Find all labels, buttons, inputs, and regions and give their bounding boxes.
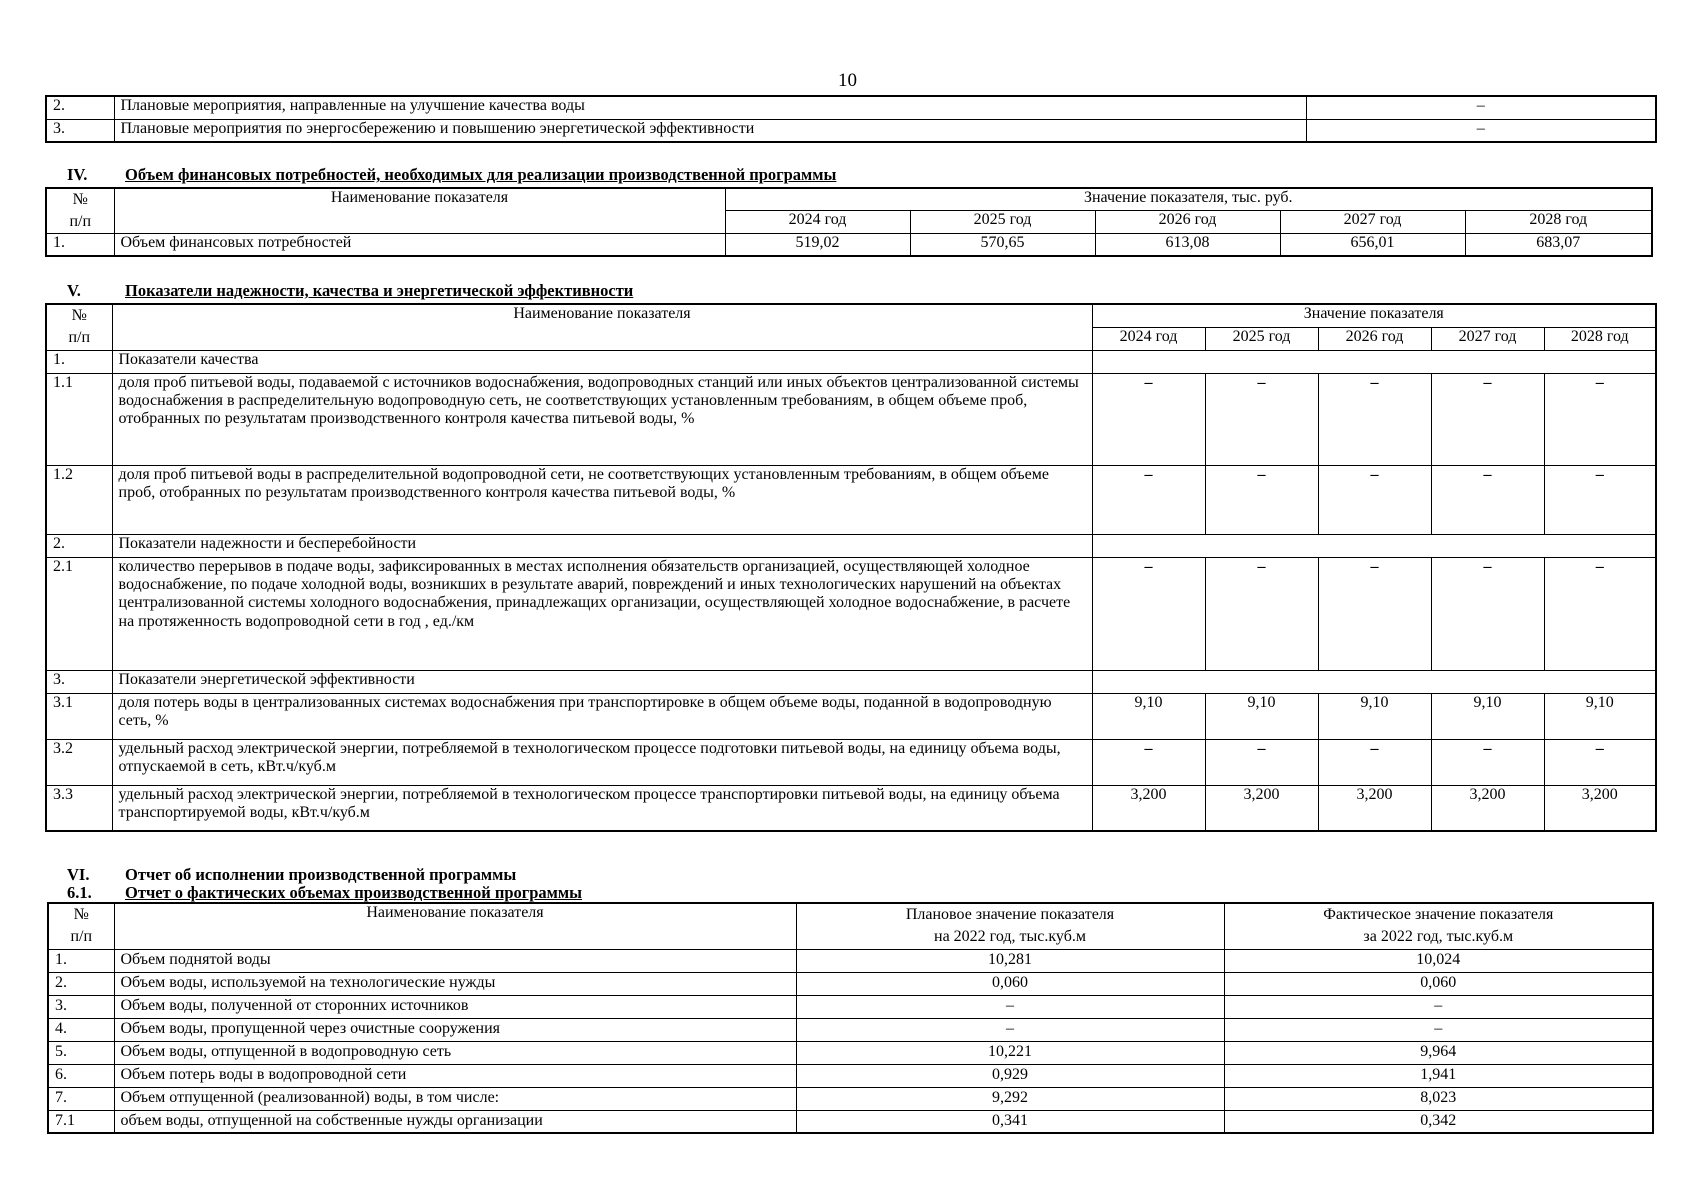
row-plan: 0,929 (796, 1064, 1224, 1087)
section-v-heading (67, 282, 633, 301)
row-num: 1. (46, 234, 114, 256)
financial-needs-table (45, 187, 1653, 257)
row-empty (1092, 534, 1656, 557)
row-name: доля проб питьевой воды в распределительной водопроводной сети, не соответствующих установленным требованиям, в общем объеме проб, отобранных по результатам производственного контроля качества питьевой воды, % (112, 465, 1092, 534)
row-value: – (1092, 373, 1205, 465)
page-number: 10 (838, 70, 857, 91)
row-value: 3,200 (1092, 785, 1205, 831)
section-iv-heading (67, 166, 836, 185)
row-fact: 1,941 (1224, 1064, 1653, 1087)
row-value: – (1092, 465, 1205, 534)
row-value: 3,200 (1431, 785, 1544, 831)
row-value: – (1205, 373, 1318, 465)
row-name: Показатели надежности и бесперебойности (112, 534, 1092, 557)
row-name: объем воды, отпущенной на собственные нужды организации (114, 1110, 796, 1133)
group-row (46, 350, 1656, 373)
row-value: 656,01 (1280, 234, 1465, 256)
row-name: Объем отпущенной (реализованной) воды, в том числе: (114, 1087, 796, 1110)
year-header: 2027 год (1431, 327, 1544, 350)
row-plan: 9,292 (796, 1087, 1224, 1110)
production-volumes-table (47, 902, 1654, 1134)
row-value: – (1092, 739, 1205, 785)
row-value: – (1544, 557, 1656, 670)
row-value: 9,10 (1544, 693, 1656, 739)
row-num: 1.1 (46, 373, 112, 465)
year-header: 2024 год (1092, 327, 1205, 350)
table-row (48, 949, 1653, 972)
year-header: 2025 год (1205, 327, 1318, 350)
row-num: 2. (46, 534, 112, 557)
header-num-line2: п/п (69, 213, 92, 230)
row-num: 2.1 (46, 557, 112, 670)
section-title: Объем финансовых потребностей, необходимых для реализации производственной программы (125, 165, 837, 184)
header-name: Наименование показателя (112, 304, 1092, 350)
table-row (48, 1110, 1653, 1133)
row-value: – (1431, 557, 1544, 670)
section-number: V. (67, 281, 81, 300)
table-row (48, 972, 1653, 995)
row-name: Плановые мероприятия, направленные на улучшение качества воды (114, 96, 1306, 119)
row-value: 9,10 (1092, 693, 1205, 739)
section-title: Отчет об исполнении производственной программы (125, 865, 517, 884)
row-fact: – (1224, 1018, 1653, 1041)
row-num: 3. (48, 995, 114, 1018)
header-plan-line2: на 2022 год, тыс.куб.м (934, 928, 1086, 945)
table-row (46, 119, 1656, 142)
header-num-line2: п/п (68, 329, 91, 346)
row-name: Объем финансовых потребностей (114, 234, 725, 256)
table-row (46, 739, 1656, 785)
table-row (46, 96, 1656, 119)
table-row (48, 1018, 1653, 1041)
row-num: 1. (46, 350, 112, 373)
row-plan: 10,281 (796, 949, 1224, 972)
table-row (46, 373, 1656, 465)
header-num (46, 304, 112, 350)
year-header: 2026 год (1318, 327, 1431, 350)
table-row (46, 234, 1652, 256)
row-num: 2. (48, 972, 114, 995)
row-value: – (1431, 739, 1544, 785)
header-name: Наименование показателя (114, 188, 725, 234)
row-name: Плановые мероприятия по энергосбережению и повышению энергетической эффективности (114, 119, 1306, 142)
row-value: 9,10 (1318, 693, 1431, 739)
section-title: Отчет о фактических объемах производственной программы (125, 883, 583, 902)
row-name: Объем поднятой воды (114, 949, 796, 972)
row-value: – (1431, 465, 1544, 534)
row-value: – (1544, 465, 1656, 534)
row-num: 3.3 (46, 785, 112, 831)
header-fact-line1: Фактическое значение показателя (1323, 906, 1554, 923)
row-name: количество перерывов в подаче воды, зафиксированных в местах исполнения обязательств организацией, осуществляющей холодное водоснабжение, по подаче холодной воды, возникших в результате аварий, повреждений и иных технологических нарушений на объектах централизованной системы холодного водоснабжения, принадлежащих организации, осуществляющей холодное водоснабжение, в расчете на протяженность водопроводной сети в год , ед./км (112, 557, 1092, 670)
row-num: 1. (48, 949, 114, 972)
row-plan: – (796, 1018, 1224, 1041)
row-value: – (1205, 557, 1318, 670)
header-num (48, 903, 114, 949)
header-fact (1224, 903, 1653, 949)
header-value: Значение показателя, тыс. руб. (725, 188, 1652, 211)
year-header: 2026 год (1095, 211, 1280, 234)
year-header: 2028 год (1544, 327, 1656, 350)
row-num: 7.1 (48, 1110, 114, 1133)
header-plan (796, 903, 1224, 949)
row-num: 7. (48, 1087, 114, 1110)
table-row (48, 995, 1653, 1018)
year-header: 2025 год (910, 211, 1095, 234)
row-value: – (1205, 739, 1318, 785)
row-name: Объем воды, полученной от сторонних источников (114, 995, 796, 1018)
table-row (48, 1087, 1653, 1110)
row-value: – (1306, 96, 1656, 119)
row-num: 3. (46, 670, 112, 693)
section-iv-table-container (45, 187, 1651, 257)
row-name: доля проб питьевой воды, подаваемой с источников водоснабжения, водопроводных станций или иных объектов централизованной системы водоснабжения в распределительную водопроводную сеть, не соответствующих установленным требованиям, в общем объеме проб, отобранных по результатам производственного контроля качества питьевой воды, % (112, 373, 1092, 465)
indicators-table (45, 303, 1657, 832)
row-value: – (1205, 465, 1318, 534)
row-fact: 0,342 (1224, 1110, 1653, 1133)
section-61-table-container (47, 902, 1652, 1134)
row-value: – (1431, 373, 1544, 465)
header-fact-line2: за 2022 год, тыс.куб.м (1363, 928, 1514, 945)
row-fact: 9,964 (1224, 1041, 1653, 1064)
section-61-heading (67, 884, 582, 903)
row-value: 3,200 (1318, 785, 1431, 831)
row-plan: 10,221 (796, 1041, 1224, 1064)
section-number: IV. (67, 165, 88, 184)
row-name: Объем воды, отпущенной в водопроводную сеть (114, 1041, 796, 1064)
header-num-line1: № (71, 307, 87, 324)
table-row (48, 1064, 1653, 1087)
row-num: 5. (48, 1041, 114, 1064)
row-value: – (1318, 373, 1431, 465)
header-name: Наименование показателя (114, 903, 796, 949)
section-v-table-container (45, 303, 1655, 832)
row-value: 9,10 (1431, 693, 1544, 739)
table-row (48, 1041, 1653, 1064)
header-num-line1: № (72, 191, 88, 208)
year-header: 2024 год (725, 211, 910, 234)
row-value: 570,65 (910, 234, 1095, 256)
row-name: Показатели качества (112, 350, 1092, 373)
row-fact: 10,024 (1224, 949, 1653, 972)
row-num: 1.2 (46, 465, 112, 534)
group-row (46, 670, 1656, 693)
row-num: 6. (48, 1064, 114, 1087)
row-name: Объем потерь воды в водопроводной сети (114, 1064, 796, 1087)
section-title: Показатели надежности, качества и энергетической эффективности (125, 281, 634, 300)
header-plan-line1: Плановое значение показателя (905, 906, 1115, 923)
row-value: – (1318, 557, 1431, 670)
row-fact: 0,060 (1224, 972, 1653, 995)
row-value: 3,200 (1544, 785, 1656, 831)
row-value: – (1318, 465, 1431, 534)
header-num-line1: № (73, 906, 89, 923)
top-table-container (45, 95, 1655, 143)
row-value: 683,07 (1465, 234, 1652, 256)
row-fact: 8,023 (1224, 1087, 1653, 1110)
row-name: Показатели энергетической эффективности (112, 670, 1092, 693)
group-row (46, 534, 1656, 557)
row-plan: 0,341 (796, 1110, 1224, 1133)
table-row (46, 693, 1656, 739)
row-value: 3,200 (1205, 785, 1318, 831)
row-name: удельный расход электрической энергии, потребляемой в технологическом процессе транспортировки питьевой воды, на единицу объема транспортируемой воды, кВт.ч/куб.м (112, 785, 1092, 831)
header-num (46, 188, 114, 234)
row-num: 3.1 (46, 693, 112, 739)
table-row (46, 465, 1656, 534)
row-value: – (1544, 373, 1656, 465)
row-empty (1092, 670, 1656, 693)
row-name: удельный расход электрической энергии, потребляемой в технологическом процессе подготовки питьевой воды, на единицу объема воды, отпускаемой в сеть, кВт.ч/куб.м (112, 739, 1092, 785)
row-value: – (1544, 739, 1656, 785)
row-num: 2. (46, 96, 114, 119)
row-value: – (1318, 739, 1431, 785)
row-name: Объем воды, используемой на технологические нужды (114, 972, 796, 995)
row-value: – (1092, 557, 1205, 670)
top-table (45, 95, 1657, 143)
section-number: 6.1. (67, 883, 92, 902)
header-num-line2: п/п (70, 928, 93, 945)
row-value: 519,02 (725, 234, 910, 256)
row-num: 3.2 (46, 739, 112, 785)
row-value: 9,10 (1205, 693, 1318, 739)
header-value: Значение показателя (1092, 304, 1656, 327)
table-row (46, 557, 1656, 670)
year-header: 2028 год (1465, 211, 1652, 234)
row-empty (1092, 350, 1656, 373)
row-num: 4. (48, 1018, 114, 1041)
row-num: 3. (46, 119, 114, 142)
row-name: доля потерь воды в централизованных системах водоснабжения при транспортировке в общем объеме воды, поданной в водопроводную сеть, % (112, 693, 1092, 739)
row-plan: 0,060 (796, 972, 1224, 995)
row-fact: – (1224, 995, 1653, 1018)
row-value: – (1306, 119, 1656, 142)
row-name: Объем воды, пропущенной через очистные сооружения (114, 1018, 796, 1041)
year-header: 2027 год (1280, 211, 1465, 234)
table-row (46, 785, 1656, 831)
row-plan: – (796, 995, 1224, 1018)
row-value: 613,08 (1095, 234, 1280, 256)
section-number: VI. (67, 865, 90, 884)
